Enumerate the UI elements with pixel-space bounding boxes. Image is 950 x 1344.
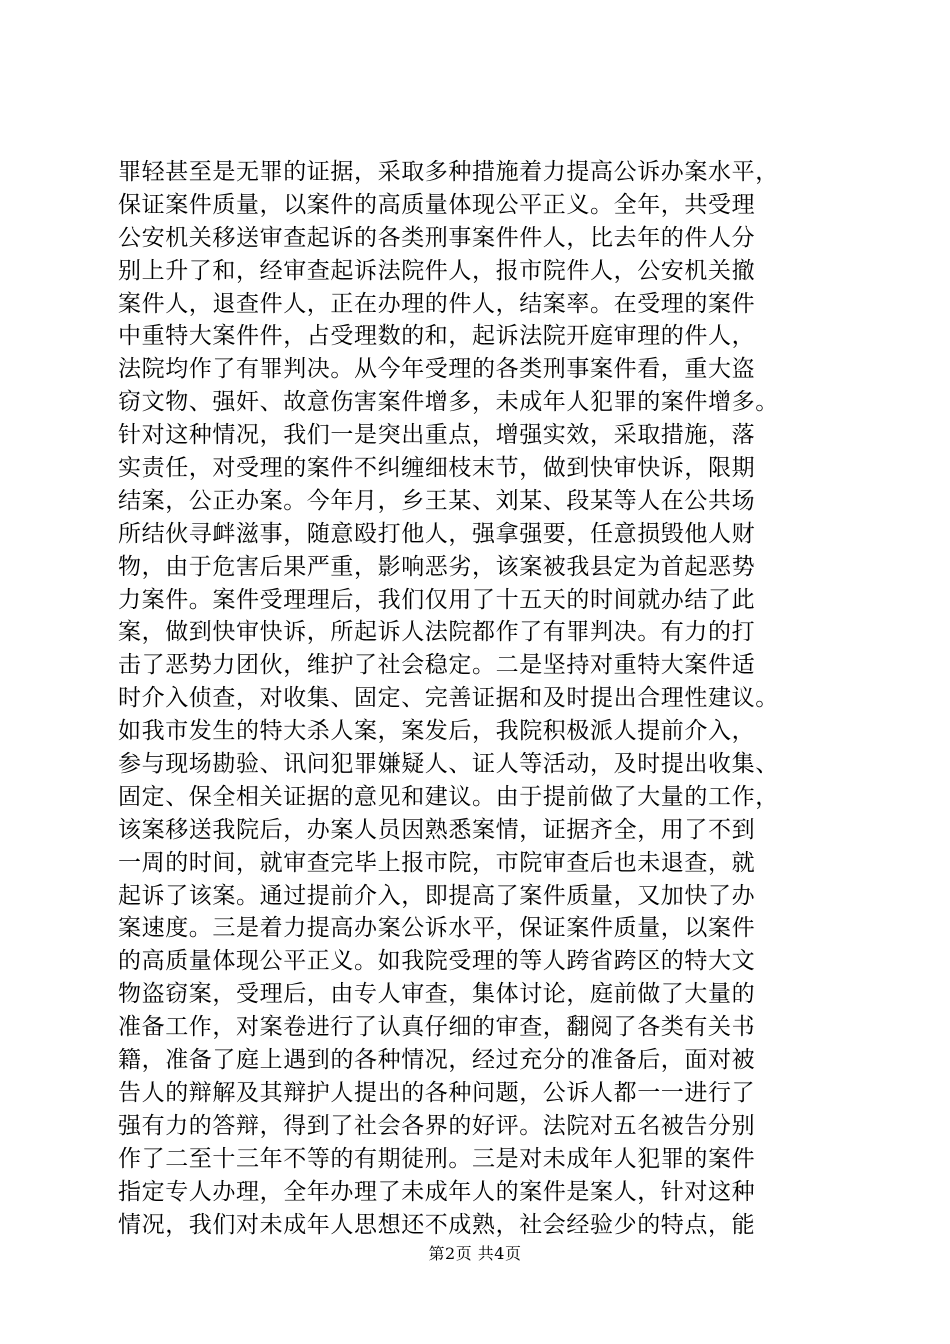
text-line: 结案，公正办案。今年月，乡王某、刘某、段某等人在公共场 (118, 487, 756, 514)
text-line: 别上升了和，经审查起诉法院件人，报市院件人，公安机关撤 (118, 257, 756, 284)
text-line: 时介入侦查，对收集、固定、完善证据和及时提出合理性建议。 (118, 685, 779, 712)
text-line: 窃文物、强奸、故意伤害案件增多，未成年人犯罪的案件增多。 (118, 389, 779, 416)
text-line: 物盗窃案，受理后，由专人审查，集体讨论，庭前做了大量的 (118, 981, 756, 1008)
text-line: 该案移送我院后，办案人员因熟悉案情，证据齐全，用了不到 (118, 816, 756, 843)
body-text (118, 156, 858, 1241)
text-line: 案速度。三是着力提高办案公诉水平，保证案件质量，以案件 (118, 915, 756, 942)
text-line: 作了二至十三年不等的有期徒刑。三是对未成年人犯罪的案件 (118, 1145, 756, 1172)
text-line: 起诉了该案。通过提前介入，即提高了案件质量，又加快了办 (118, 882, 756, 909)
text-line: 参与现场勘验、讯问犯罪嫌疑人、证人等活动，及时提出收集、 (118, 751, 779, 778)
text-line: 情况，我们对未成年人思想还不成熟，社会经验少的特点，能 (118, 1211, 756, 1238)
text-line: 实责任，对受理的案件不纠缠细枝末节，做到快审快诉，限期 (118, 455, 756, 482)
page-number-footer: 第2页 共4页 (428, 1244, 522, 1263)
text-line: 案，做到快审快诉，所起诉人法院都作了有罪判决。有力的打 (118, 619, 756, 646)
text-line: 针对这种情况，我们一是突出重点，增强实效，采取措施，落 (118, 422, 756, 449)
text-line: 保证案件质量，以案件的高质量体现公平正义。全年，共受理 (118, 191, 756, 218)
text-line: 一周的时间，就审查完毕上报市院，市院审查后也未退查，就 (118, 849, 756, 876)
text-line: 告人的辩解及其辩护人提出的各种问题，公诉人都一一进行了 (118, 1079, 756, 1106)
text-line: 如我市发生的特大杀人案，案发后，我院积极派人提前介入， (118, 718, 756, 745)
text-line: 法院均作了有罪判决。从今年受理的各类刑事案件看，重大盗 (118, 356, 756, 383)
text-line: 籍，准备了庭上遇到的各种情况，经过充分的准备后，面对被 (118, 1047, 756, 1074)
text-line: 击了恶势力团伙，维护了社会稳定。二是坚持对重特大案件适 (118, 652, 756, 679)
text-line: 准备工作，对案卷进行了认真仔细的审查，翻阅了各类有关书 (118, 1014, 756, 1041)
text-line: 力案件。案件受理理后，我们仅用了十五天的时间就办结了此 (118, 586, 756, 613)
text-line: 强有力的答辩，得到了社会各界的好评。法院对五名被告分别 (118, 1112, 756, 1139)
text-line: 指定专人办理，全年办理了未成年人的案件是案人，针对这种 (118, 1178, 756, 1205)
text-line: 所结伙寻衅滋事，随意殴打他人，强拿强要，任意损毁他人财 (118, 520, 756, 547)
text-line: 物，由于危害后果严重，影响恶劣，该案被我县定为首起恶势 (118, 553, 756, 580)
text-line: 罪轻甚至是无罪的证据，采取多种措施着力提高公诉办案水平， (118, 159, 779, 185)
text-line: 固定、保全相关证据的意见和建议。由于提前做了大量的工作， (118, 783, 779, 810)
text-line: 中重特大案件件，占受理数的和，起诉法院开庭审理的件人， (118, 323, 756, 350)
text-line: 案件人，退查件人，正在办理的件人，结案率。在受理的案件 (118, 290, 756, 317)
text-line: 的高质量体现公平正义。如我院受理的等人跨省跨区的特大文 (118, 948, 756, 975)
text-line: 公安机关移送审查起诉的各类刑事案件件人，比去年的件人分 (118, 224, 756, 251)
